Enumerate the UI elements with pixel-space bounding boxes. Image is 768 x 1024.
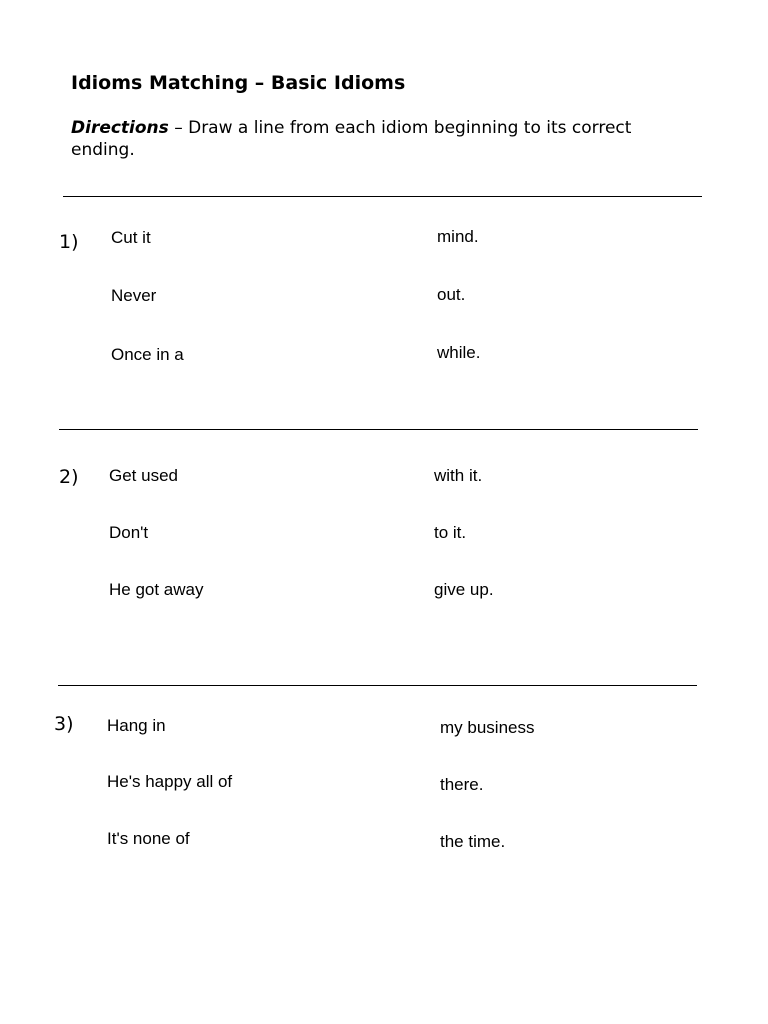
divider-line: [63, 196, 702, 197]
idiom-beginning[interactable]: Get used: [109, 466, 178, 485]
idiom-ending[interactable]: out.: [437, 285, 466, 304]
divider-line: [59, 429, 698, 430]
idiom-ending[interactable]: with it.: [434, 466, 483, 485]
worksheet-title: Idioms Matching – Basic Idioms: [71, 72, 406, 94]
group-number: 3): [54, 713, 74, 735]
idiom-beginning[interactable]: Once in a: [111, 345, 184, 364]
group-number: 2): [59, 466, 79, 488]
idiom-ending[interactable]: while.: [437, 343, 481, 362]
idiom-beginning[interactable]: He got away: [109, 580, 204, 599]
idiom-ending[interactable]: there.: [440, 775, 484, 794]
idiom-beginning[interactable]: It's none of: [107, 829, 190, 848]
idiom-ending[interactable]: my business: [440, 718, 535, 737]
idiom-ending[interactable]: to it.: [434, 523, 467, 542]
directions-body: – Draw a line from each idiom beginning to its correct ending.: [71, 118, 632, 160]
idiom-ending[interactable]: mind.: [437, 227, 479, 246]
idiom-ending[interactable]: give up.: [434, 580, 494, 599]
divider-line: [58, 685, 697, 686]
group-number: 1): [59, 231, 79, 253]
directions-text: [71, 117, 691, 161]
idiom-beginning[interactable]: Never: [111, 286, 157, 305]
idiom-beginning[interactable]: Don't: [109, 523, 149, 542]
idiom-beginning[interactable]: Hang in: [107, 716, 166, 735]
idiom-beginning[interactable]: He's happy all of: [107, 772, 233, 791]
idiom-beginning[interactable]: Cut it: [111, 228, 151, 247]
directions-label: Directions: [71, 118, 169, 138]
idiom-ending[interactable]: the time.: [440, 832, 506, 851]
